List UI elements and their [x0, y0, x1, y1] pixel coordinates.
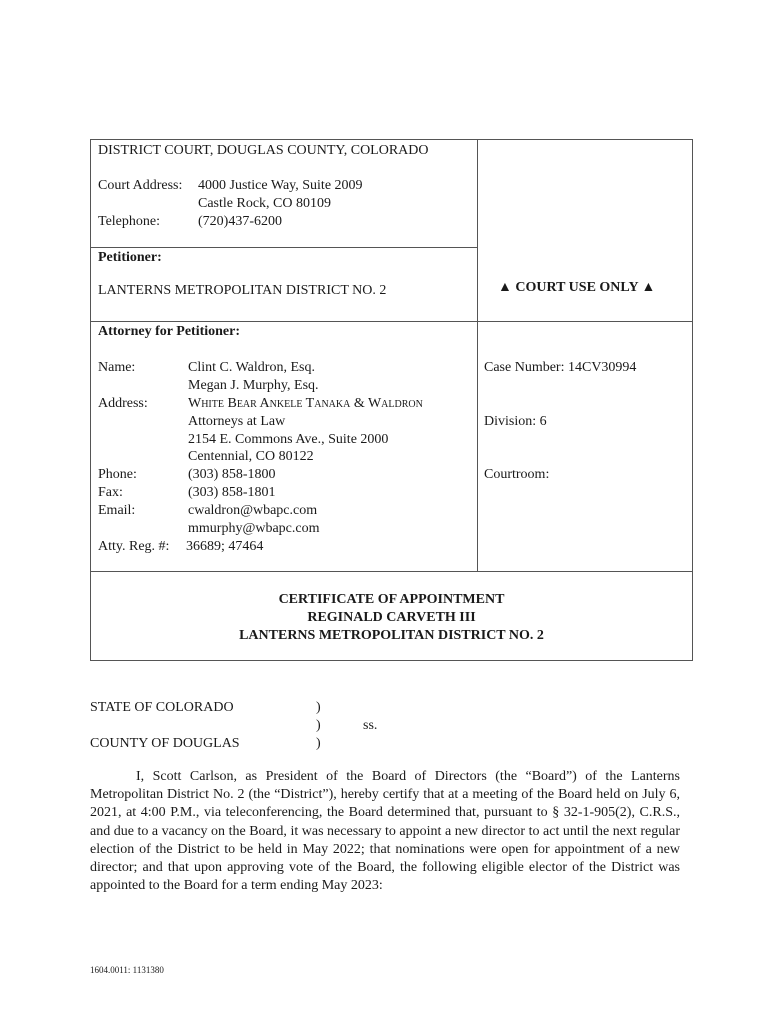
caption-divider-2: [91, 321, 692, 322]
document-footer-id: 1604.0011: 1131380: [90, 965, 164, 975]
attorney-reg-label: Atty. Reg. #:: [98, 539, 170, 554]
case-number: Case Number: 14CV30994: [484, 360, 637, 375]
attorney-phone: (303) 858-1800: [188, 467, 276, 482]
attorney-fax-label: Fax:: [98, 485, 123, 500]
certificate-paragraph-text: I, Scott Carlson, as President of the Board of Directors (the “Board”) of the Lanterns Metropolitan District No. 2 (the “District”), hereby certify that at a meeting of the Board held on July 6, 2021, at 4:00 P.M., via teleconferencing, the Board determined that, pursuant to § 32-1-905(2), C.R.S., and due to a vacancy on the Board, it was necessary to appoint a new director to act until the next regular election of the District to be held in May 2022; that nominations were open for appointment of a new director; and that upon approving vote of the Board, the following eligible elector of the District was appointed to the Board for a term ending May 2023:: [90, 769, 680, 894]
attorney-address-line2: 2154 E. Commons Ave., Suite 2000: [188, 432, 389, 447]
attorney-firm: White Bear Ankele Tanaka & Waldron: [188, 396, 423, 411]
petitioner-label: Petitioner:: [98, 250, 162, 265]
court-address-label: Court Address:: [98, 178, 183, 193]
attorney-email-2: mmurphy@wbapc.com: [188, 521, 320, 536]
venue-county: COUNTY OF DOUGLAS: [90, 736, 240, 751]
attorney-fax: (303) 858-1801: [188, 485, 276, 500]
attorney-name-1: Clint C. Waldron, Esq.: [188, 360, 315, 375]
caption-divider-1: [91, 247, 477, 248]
venue-paren-2: ): [316, 718, 321, 733]
attorney-email-1: cwaldron@wbapc.com: [188, 503, 318, 518]
case-courtroom: Courtroom:: [484, 467, 550, 482]
venue-paren-3: ): [316, 736, 321, 751]
certificate-paragraph: [90, 768, 680, 895]
attorney-email-label: Email:: [98, 503, 136, 518]
court-telephone-label: Telephone:: [98, 214, 160, 229]
document-title-line3: LANTERNS METROPOLITAN DISTRICT NO. 2: [239, 628, 544, 643]
court-use-only: ▲ COURT USE ONLY ▲: [498, 280, 656, 295]
attorney-address-line3: Centennial, CO 80122: [188, 449, 314, 464]
caption-divider-3: [91, 571, 692, 572]
venue-state: STATE OF COLORADO: [90, 700, 234, 715]
petitioner-name: LANTERNS METROPOLITAN DISTRICT NO. 2: [98, 283, 387, 298]
attorney-name-2: Megan J. Murphy, Esq.: [188, 378, 319, 393]
caption-divider-vertical: [477, 140, 478, 572]
case-division: Division: 6: [484, 414, 547, 429]
document-title-line1: CERTIFICATE OF APPOINTMENT: [278, 592, 505, 607]
venue-paren-1: ): [316, 700, 321, 715]
court-address-line2: Castle Rock, CO 80109: [198, 196, 331, 211]
attorney-phone-label: Phone:: [98, 467, 137, 482]
attorney-reg: 36689; 47464: [186, 539, 264, 554]
court-address-line1: 4000 Justice Way, Suite 2009: [198, 178, 363, 193]
court-name: DISTRICT COURT, DOUGLAS COUNTY, COLORADO: [98, 143, 429, 158]
attorney-address-label: Address:: [98, 396, 148, 411]
caption-table: [90, 139, 693, 661]
attorney-label: Attorney for Petitioner:: [98, 324, 241, 339]
document-title-line2: REGINALD CARVETH III: [307, 610, 476, 625]
court-telephone: (720)437-6200: [198, 214, 282, 229]
attorney-address-line1: Attorneys at Law: [188, 414, 286, 429]
attorney-name-label: Name:: [98, 360, 136, 375]
venue-ss: ss.: [363, 718, 378, 733]
